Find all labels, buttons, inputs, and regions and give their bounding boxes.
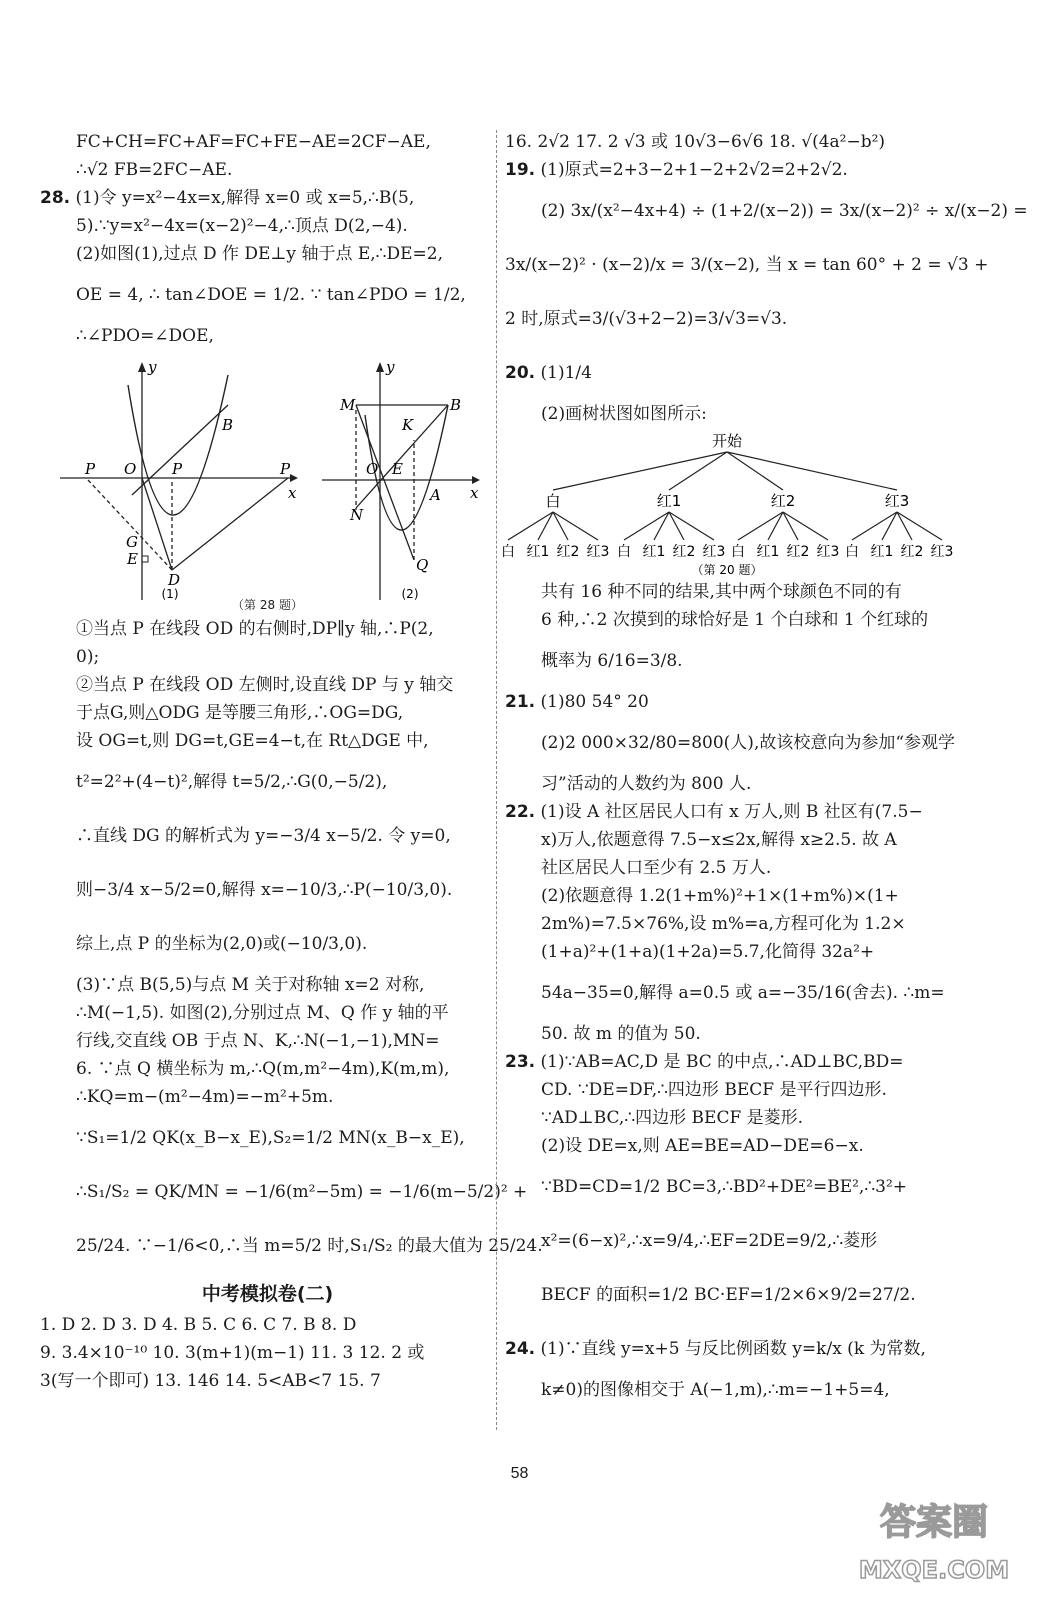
answer-line bbox=[40, 1367, 495, 1395]
answer-line bbox=[40, 727, 495, 755]
answer-line bbox=[40, 268, 495, 322]
question-number: 23. bbox=[505, 1052, 536, 1072]
question-number: 24. bbox=[505, 1339, 536, 1359]
answer-text: 社区居民人口至少有 2.5 万人. bbox=[541, 858, 772, 878]
tree-root: 开始 bbox=[711, 432, 743, 450]
answer-text: ∴∠PDO=∠DOE, bbox=[76, 326, 214, 346]
answer-line bbox=[505, 1376, 975, 1404]
tree-leaf: 红1 bbox=[870, 544, 894, 560]
tree-leaf: 红1 bbox=[642, 544, 666, 560]
answer-line bbox=[505, 1076, 975, 1104]
figure-28-label-x: x bbox=[288, 484, 297, 502]
page-number: 58 bbox=[510, 1465, 529, 1482]
answer-text: 习”活动的人数约为 800 人. bbox=[541, 774, 752, 794]
answer-line bbox=[505, 910, 975, 938]
answer-line bbox=[505, 634, 975, 688]
answer-text: x)万人,依题意得 7.5−x≤2x,解得 x≥2.5. 故 A bbox=[541, 830, 897, 850]
answer-text: 9. 3.4×10⁻¹⁰ 10. 3(m+1)(m−1) 11. 3 12. 2 或 bbox=[40, 1343, 425, 1363]
answer-line bbox=[505, 716, 975, 770]
figure-caption: （第 28 题） bbox=[232, 598, 303, 612]
tree-leaf: 红2 bbox=[786, 544, 810, 560]
answer-line bbox=[40, 240, 495, 268]
answer-line bbox=[505, 128, 975, 156]
figure-28-label-O: O bbox=[124, 460, 137, 478]
column-divider bbox=[496, 130, 497, 1430]
answer-text: (1)设 A 社区居民人口有 x 万人,则 B 社区有(7.5− bbox=[540, 802, 923, 822]
answer-line bbox=[40, 615, 495, 643]
section-title: 中考模拟卷(二) bbox=[201, 1283, 334, 1305]
answer-line bbox=[505, 400, 975, 428]
answer-text: 6. ∵点 Q 横坐标为 m,∴Q(m,m²−4m),K(m,m), bbox=[76, 1059, 450, 1079]
answer-line bbox=[40, 128, 495, 156]
question-number: 22. bbox=[505, 802, 536, 822]
answer-text: 2 时,原式=3/(√3+2−2)=3/√3=√3. bbox=[505, 309, 788, 329]
tree-leaf: 红1 bbox=[756, 544, 780, 560]
answer-text: 则−3/4 x−5/2=0,解得 x=−10/3,∴P(−10/3,0). bbox=[76, 880, 453, 900]
answer-text: 1. D 2. D 3. D 4. B 5. C 6. C 7. B 8. D bbox=[40, 1315, 357, 1335]
figure-28-sub2: (2) bbox=[401, 587, 419, 601]
answer-line bbox=[40, 699, 495, 727]
figure-28-label-M: M bbox=[340, 396, 356, 414]
answer-line bbox=[40, 999, 495, 1027]
answer-text: 概率为 6/16=3/8. bbox=[541, 651, 683, 671]
answer-line bbox=[40, 643, 495, 671]
figure-28-label-x: x bbox=[470, 484, 479, 502]
watermark-url: MXQE.COM bbox=[858, 1556, 1010, 1584]
answer-line bbox=[40, 1055, 495, 1083]
tree-leaf: 白 bbox=[845, 544, 859, 560]
answer-line bbox=[505, 606, 975, 634]
answer-text: (1)∵AB=AC,D 是 BC 的中点,∴AD⊥BC,BD= bbox=[540, 1052, 904, 1072]
tree-leaf: 红2 bbox=[900, 544, 924, 560]
answer-text: ∵AD⊥BC,∴四边形 BECF 是菱形. bbox=[541, 1108, 804, 1128]
question-number: 28. bbox=[40, 188, 71, 208]
answer-line bbox=[505, 346, 975, 400]
figure-28-label-A: A bbox=[430, 486, 441, 504]
figure-28-label-K: K bbox=[402, 416, 414, 434]
answer-text: (2) 3x/(x²−4x+4) ÷ (1+2/(x−2)) = 3x/(x−2)² ÷ x/(x−2) = bbox=[541, 201, 1028, 221]
answer-text: ②当点 P 在线段 OD 左侧时,设直线 DP 与 y 轴交 bbox=[76, 675, 454, 695]
answer-line bbox=[505, 966, 975, 1020]
answer-line bbox=[40, 212, 495, 240]
answer-line bbox=[505, 1322, 975, 1376]
figure-28-label-N: N bbox=[350, 506, 364, 524]
watermark-logo bbox=[849, 1482, 1019, 1592]
answer-text: ①当点 P 在线段 OD 的右侧时,DP∥y 轴,∴P(2, bbox=[76, 619, 434, 639]
answer-text: ∴直线 DG 的解析式为 y=−3/4 x−5/2. 令 y=0, bbox=[76, 826, 451, 846]
answer-text: 3x/(x−2)² · (x−2)/x = 3/(x−2), 当 x = tan 60° + 2 = √3 + bbox=[505, 255, 989, 275]
answer-text: k≠0)的图像相交于 A(−1,m),∴m=−1+5=4, bbox=[541, 1380, 890, 1400]
answer-text: (1)令 y=x²−4x=x,解得 x=0 或 x=5,∴B(5, bbox=[75, 188, 415, 208]
figure-28-label-B: B bbox=[450, 396, 462, 414]
answer-text: 54a−35=0,解得 a=0.5 或 a=−35/16(舍去). ∴m= bbox=[541, 983, 945, 1003]
answer-line bbox=[40, 1219, 543, 1273]
answer-text: x²=(6−x)²,∴x=9/4,∴EF=2DE=9/2,∴菱形 bbox=[541, 1231, 878, 1251]
answer-line bbox=[40, 1165, 528, 1219]
tree-leaf: 白 bbox=[731, 544, 745, 560]
answer-text: (1)80 54° 20 bbox=[540, 692, 649, 712]
answer-text: 6 种,∴2 次摸到的球恰好是 1 个白球和 1 个红球的 bbox=[541, 610, 929, 630]
answer-text: (3)∵点 B(5,5)与点 M 关于对称轴 x=2 对称, bbox=[76, 975, 425, 995]
tree-level1-node: 红2 bbox=[770, 492, 796, 510]
answer-text: 共有 16 种不同的结果,其中两个球颜色不同的有 bbox=[541, 582, 902, 602]
answer-line bbox=[40, 322, 495, 350]
answer-line bbox=[40, 1111, 495, 1165]
answer-text: ∵S₁=1/2 QK(x_B−x_E),S₂=1/2 MN(x_B−x_E), bbox=[76, 1128, 465, 1148]
answer-line bbox=[40, 809, 495, 863]
answer-text: 行线,交直线 OB 于点 N、K,∴N(−1,−1),MN= bbox=[76, 1031, 440, 1051]
tree-leaf: 红3 bbox=[816, 544, 840, 560]
figure-28-label-E: E bbox=[392, 460, 403, 478]
answer-line bbox=[505, 1132, 975, 1160]
answer-text: (1+a)²+(1+a)(1+2a)=5.7,化简得 32a²+ bbox=[541, 942, 875, 962]
answer-line bbox=[40, 1311, 495, 1339]
tree-leaf: 红3 bbox=[930, 544, 954, 560]
figure-28-label-G: G bbox=[126, 533, 138, 551]
answer-text: (1)1/4 bbox=[540, 363, 592, 383]
answer-text: 50. 故 m 的值为 50. bbox=[541, 1024, 701, 1044]
tree-leaf: 白 bbox=[617, 544, 631, 560]
answer-line bbox=[505, 1160, 975, 1214]
answer-line bbox=[505, 882, 975, 910]
answer-text: (2)如图(1),过点 D 作 DE⊥y 轴于点 E,∴DE=2, bbox=[76, 244, 443, 264]
answer-line bbox=[40, 971, 495, 999]
tree-leaf: 红2 bbox=[556, 544, 580, 560]
figure-28-label-P: P bbox=[85, 460, 96, 478]
answer-line bbox=[40, 1339, 495, 1367]
figure-28-sub1: (1) bbox=[161, 587, 179, 601]
tree-diagram-20 bbox=[501, 428, 965, 578]
answer-text: (2)2 000×32/80=800(人),故该校意向为参加“参观学 bbox=[541, 733, 956, 753]
answer-line bbox=[505, 1048, 975, 1076]
answer-text: 于点G,则△ODG 是等腰三角形,∴OG=DG, bbox=[76, 703, 404, 723]
figure-28-label-B: B bbox=[222, 416, 234, 434]
watermark-text: 答案圈 bbox=[879, 1502, 989, 1543]
question-number: 19. bbox=[505, 160, 536, 180]
answer-text: CD. ∵DE=DF,∴四边形 BECF 是平行四边形. bbox=[541, 1080, 887, 1100]
answer-text: OE = 4, ∴ tan∠DOE = 1/2. ∵ tan∠PDO = 1/2, bbox=[76, 285, 466, 305]
tree-level1-node: 白 bbox=[545, 492, 561, 510]
answer-line bbox=[40, 184, 495, 212]
figure-28 bbox=[40, 350, 480, 601]
answer-text: FC+CH=FC+AF=FC+FE−AE=2CF−AE, bbox=[76, 132, 431, 152]
answer-line bbox=[505, 1020, 975, 1048]
figure-28-label-O: O bbox=[366, 460, 379, 478]
answer-line bbox=[40, 917, 495, 971]
answer-text: (1)原式=2+3−2+1−2+2√2=2+2√2. bbox=[540, 160, 848, 180]
answer-line bbox=[505, 770, 975, 798]
answer-line bbox=[505, 184, 1028, 238]
answer-text: 5).∵y=x²−4x=(x−2)²−4,∴顶点 D(2,−4). bbox=[76, 216, 408, 236]
tree-leaf: 红1 bbox=[526, 544, 550, 560]
answer-line bbox=[505, 1104, 975, 1132]
question-number: 20. bbox=[505, 363, 536, 383]
answer-text: 设 OG=t,则 DG=t,GE=4−t,在 Rt△DGE 中, bbox=[76, 731, 429, 751]
answer-line bbox=[505, 688, 975, 716]
answer-text: ∴√2 FB=2FC−AE. bbox=[76, 160, 233, 180]
answer-line bbox=[40, 156, 495, 184]
figure-28-label-P: P bbox=[172, 460, 183, 478]
answer-text: 0); bbox=[76, 647, 100, 667]
answer-text: 2m%)=7.5×76%,设 m%=a,方程可化为 1.2× bbox=[541, 914, 906, 934]
answer-line bbox=[40, 1027, 495, 1055]
figure-28-label-D: D bbox=[168, 571, 181, 589]
answer-text: 综上,点 P 的坐标为(2,0)或(−10/3,0). bbox=[76, 934, 368, 954]
tree-caption: （第 20 题） bbox=[691, 563, 763, 577]
answer-text: ∵BD=CD=1/2 BC=3,∴BD²+DE²=BE²,∴3²+ bbox=[541, 1177, 908, 1197]
tree-leaf: 红2 bbox=[672, 544, 696, 560]
answer-line bbox=[505, 938, 975, 966]
answer-line bbox=[505, 1214, 975, 1268]
answer-line bbox=[505, 854, 975, 882]
answer-text: (2)设 DE=x,则 AE=BE=AD−DE=6−x. bbox=[541, 1136, 864, 1156]
answer-text: (1)∵直线 y=x+5 与反比例函数 y=k/x (k 为常数, bbox=[540, 1339, 926, 1359]
answer-text: t²=2²+(4−t)²,解得 t=5/2,∴G(0,−5/2), bbox=[76, 772, 388, 792]
answer-line bbox=[40, 671, 495, 699]
question-number: 21. bbox=[505, 692, 536, 712]
answer-line bbox=[505, 292, 975, 346]
answer-line bbox=[505, 578, 975, 606]
answer-text: 3(写一个即可) 13. 146 14. 5<AB<7 15. 7 bbox=[40, 1371, 381, 1391]
tree-level1-node: 红3 bbox=[884, 492, 910, 510]
figure-28-label-E: E bbox=[127, 550, 138, 568]
answer-text: 16. 2√2 17. 2 √3 或 10√3−6√6 18. √(4a²−b²) bbox=[505, 132, 886, 152]
tree-level1-node: 红1 bbox=[656, 492, 682, 510]
answer-text: (2)画树状图如图所示: bbox=[541, 404, 707, 424]
answer-line bbox=[40, 1083, 495, 1111]
figure-28-label-y: y bbox=[148, 358, 157, 376]
answer-text: ∴S₁/S₂ = QK/MN = −1/6(m²−5m) = −1/6(m−5/2)² + bbox=[76, 1182, 528, 1202]
figure-28-label-Q: Q bbox=[416, 556, 429, 574]
tree-leaf: 红3 bbox=[586, 544, 610, 560]
answer-line bbox=[505, 798, 975, 826]
figure-28-label-y: y bbox=[386, 358, 395, 376]
answer-line bbox=[505, 238, 989, 292]
answer-text: ∴KQ=m−(m²−4m)=−m²+5m. bbox=[76, 1087, 334, 1107]
answer-line bbox=[505, 156, 975, 184]
answer-text: BECF 的面积=1/2 BC·EF=1/2×6×9/2=27/2. bbox=[541, 1285, 916, 1305]
tree-leaf: 红3 bbox=[702, 544, 726, 560]
answer-text: 25/24. ∵−1/6<0,∴当 m=5/2 时,S₁/S₂ 的最大值为 25/24. bbox=[76, 1236, 543, 1256]
answer-line bbox=[40, 755, 495, 809]
right-column bbox=[501, 128, 1028, 1404]
tree-leaf: 白 bbox=[501, 544, 515, 560]
answer-line bbox=[40, 863, 495, 917]
answer-text: (2)依题意得 1.2(1+m%)²+1×(1+m%)×(1+ bbox=[541, 886, 899, 906]
figure-28-label-P: P bbox=[280, 460, 291, 478]
answer-text: ∴M(−1,5). 如图(2),分别过点 M、Q 作 y 轴的平 bbox=[76, 1003, 449, 1023]
answer-line bbox=[505, 826, 975, 854]
answer-line bbox=[505, 1268, 975, 1322]
